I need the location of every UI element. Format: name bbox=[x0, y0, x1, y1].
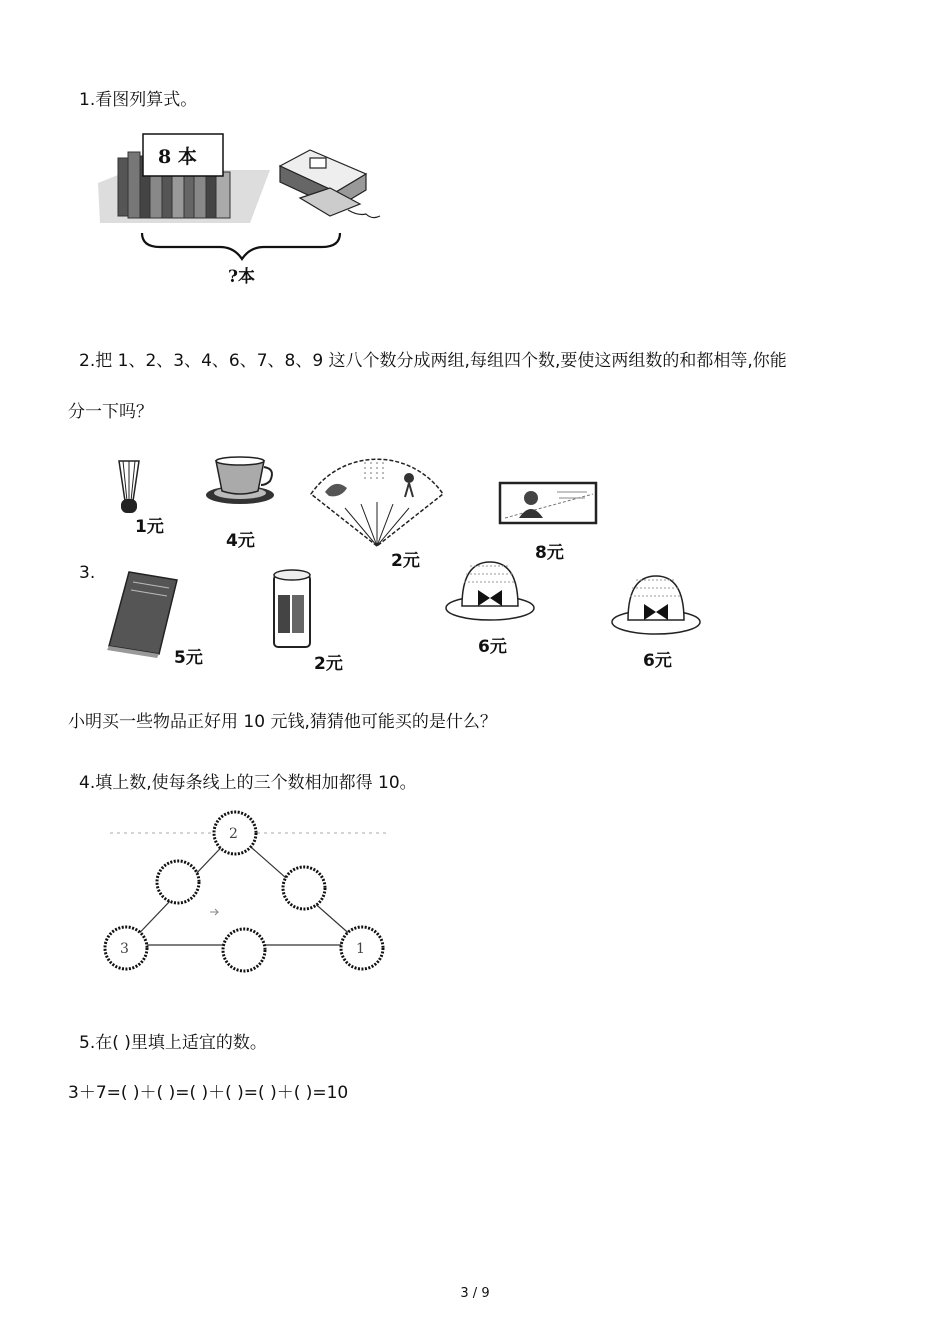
node-top: 2 bbox=[229, 826, 238, 842]
teacup-price: 4元 bbox=[226, 531, 255, 551]
node-left: 3 bbox=[120, 941, 129, 957]
q5-equation: 3＋7=( )＋( )=( )＋( )=( )＋( )=10 bbox=[68, 1083, 349, 1103]
total-label: ?本 bbox=[228, 267, 255, 287]
q1-text: 1.看图列算式。 bbox=[79, 90, 198, 110]
picture-price: 8元 bbox=[535, 543, 564, 563]
fan-icon bbox=[305, 442, 450, 552]
shuttlecock-price: 1元 bbox=[135, 517, 164, 537]
node-right: 1 bbox=[356, 941, 365, 957]
fan-price: 2元 bbox=[391, 551, 420, 571]
triangle-diagram bbox=[100, 800, 395, 985]
q3-question: 小明买一些物品正好用 10 元钱,猜猜他可能买的是什么？ bbox=[68, 712, 497, 732]
drink-can-price: 2元 bbox=[314, 654, 343, 674]
q2-line2: 分一下吗？ bbox=[68, 402, 153, 422]
q5-text: 5.在( )里填上适宜的数。 bbox=[79, 1033, 267, 1053]
q3-number: 3. bbox=[79, 563, 96, 583]
notebook-price: 5元 bbox=[174, 648, 203, 668]
teacup-icon bbox=[202, 455, 282, 510]
drink-can-icon bbox=[268, 565, 318, 655]
q4-text: 4.填上数,使每条线上的三个数相加都得 10。 bbox=[79, 773, 417, 793]
shuttlecock-icon bbox=[105, 455, 155, 520]
box-label: 8 本 bbox=[158, 146, 197, 168]
hat-2-price: 6元 bbox=[643, 651, 672, 671]
hat-icon-1 bbox=[442, 556, 538, 626]
page-number: 3 / 9 bbox=[460, 1286, 490, 1301]
picture-icon bbox=[497, 478, 601, 528]
hat-icon-2 bbox=[608, 570, 704, 640]
notebook-icon bbox=[103, 568, 183, 660]
hat-1-price: 6元 bbox=[478, 637, 507, 657]
q2-line1: 2.把 1、2、3、4、6、7、8、9 这八个数分成两组,每组四个数,要使这两组数的和都相等,你能 bbox=[79, 351, 787, 371]
